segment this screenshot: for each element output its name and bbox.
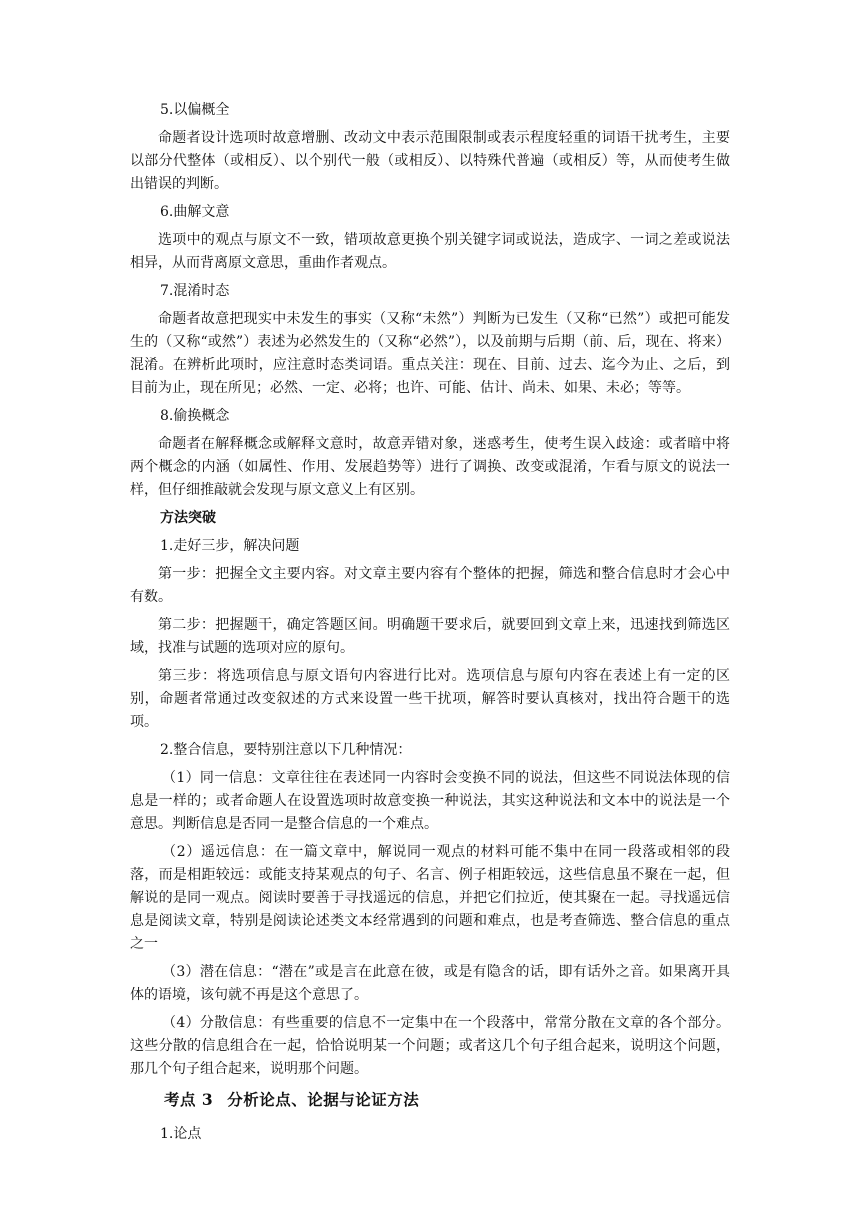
paragraph-s8: 命题者在解释概念或解释文意时，故意弄错对象，迷惑考生，使考生误入歧途：或者暗中将两个概念的内涵（如属性、作用、发展趋势等）进行了调换、改变或混淆，乍看与原文的说法一样，但仔细推敲就会发现与原文意义上有区别。 [130, 436, 730, 498]
paragraph-step3: 第三步：将选项信息与原文语句内容进行比对。选项信息与原句内容在表述上有一定的区别，命题者常通过改变叙述的方式来设置一些干扰项，解答时要认真核对，找出符合题干的选项。 [130, 668, 730, 730]
section-heading-kp3 [130, 1087, 730, 1113]
heading-s5: 5.以偏概全 [160, 102, 230, 118]
heading-method-1: 1.走好三步，解决问题 [160, 538, 300, 554]
paragraph-info2: （2）遥远信息：在一篇文章中，解说同一观点的材料可能不集中在同一段落或相邻的段落，而是相距较远：或能支持某观点的句子、名言、例子相距较远，这些信息虽不聚在一起，但解说的是同一观点。阅读时要善于寻找遥远的信息，并把它们拉近，使其聚在一起。寻找遥远信息是阅读文章，特别是阅读论述类文本经常遇到的问题和难点，也是考查筛选、整合信息的重点之一 [130, 844, 730, 952]
heading-s8: 8.偷换概念 [160, 408, 230, 424]
paragraph-info3: （3）潜在信息：“潜在”或是言在此意在彼，或是有隐含的话，即有话外之音。如果离开具体的语境，该句就不再是这个意思了。 [130, 964, 730, 1003]
paragraph-s5: 命题者设计选项时故意增删、改动文中表示范围限制或表示程度轻重的词语干扰考生，主要以部分代整体（或相反）、以个别代一般（或相反）、以特殊代普遍（或相反）等，从而使考生做出错误的判断。 [130, 130, 730, 192]
section-title: 分析论点、论据与论证方法 [227, 1090, 420, 1109]
section-label: 考点 3 [164, 1090, 214, 1109]
heading-s7: 7.混淆时态 [160, 283, 230, 299]
subheading-1: 1.论点 [160, 1126, 202, 1142]
paragraph-s6: 选项中的观点与原文不一致，错项故意更换个别关键字词或说法，造成字、一词之差或说法相异，从而背离原文意思，重曲作者观点。 [130, 232, 730, 271]
paragraph-step2: 第二步：把握题干，确定答题区间。明确题干要求后，就要回到文章上来，迅速找到筛选区域，找准与试题的选项对应的原句。 [130, 617, 730, 656]
heading-s6: 6.曲解文意 [160, 204, 230, 220]
paragraph-info1: （1）同一信息：文章往往在表述同一内容时会变换不同的说法，但这些不同说法体现的信息是一样的；或者命题人在设置选项时故意变换一种说法，其实这种说法和文本中的说法是一个意思。判断信息是否同一是整合信息的一个难点。 [130, 770, 730, 832]
heading-method-2: 2.整合信息，要特别注意以下几种情况： [160, 742, 412, 758]
paragraph-info4: （4）分散信息：有些重要的信息不一定集中在一个段落中，常常分散在文章的各个部分。这些分散的信息组合在一起，恰恰说明某一个问题；或者这几个句子组合起来，说明这个问题，那几个句子组合起来，说明那个问题。 [130, 1015, 730, 1077]
heading-method: 方法突破 [160, 510, 216, 526]
document-content [130, 99, 730, 1146]
paragraph-s7: 命题者故意把现实中未发生的事实（又称“未然”）判断为已发生（又称“已然”）或把可能发生的（又称“或然”）表述为必然发生的（又称“必然”），以及前期与后期（前、后，现在、将来）混淆。在辨析此项时，应注意时态类词语。重点关注：现在、目前、过去、迄今为止、之后，到目前为止，现在所见；必然、一定、必将；也许、可能、估计、尚未、如果、未必；等等。 [130, 311, 730, 396]
paragraph-step1: 第一步：把握全文主要内容。对文章主要内容有个整体的把握，筛选和整合信息时才会心中有数。 [130, 566, 730, 605]
